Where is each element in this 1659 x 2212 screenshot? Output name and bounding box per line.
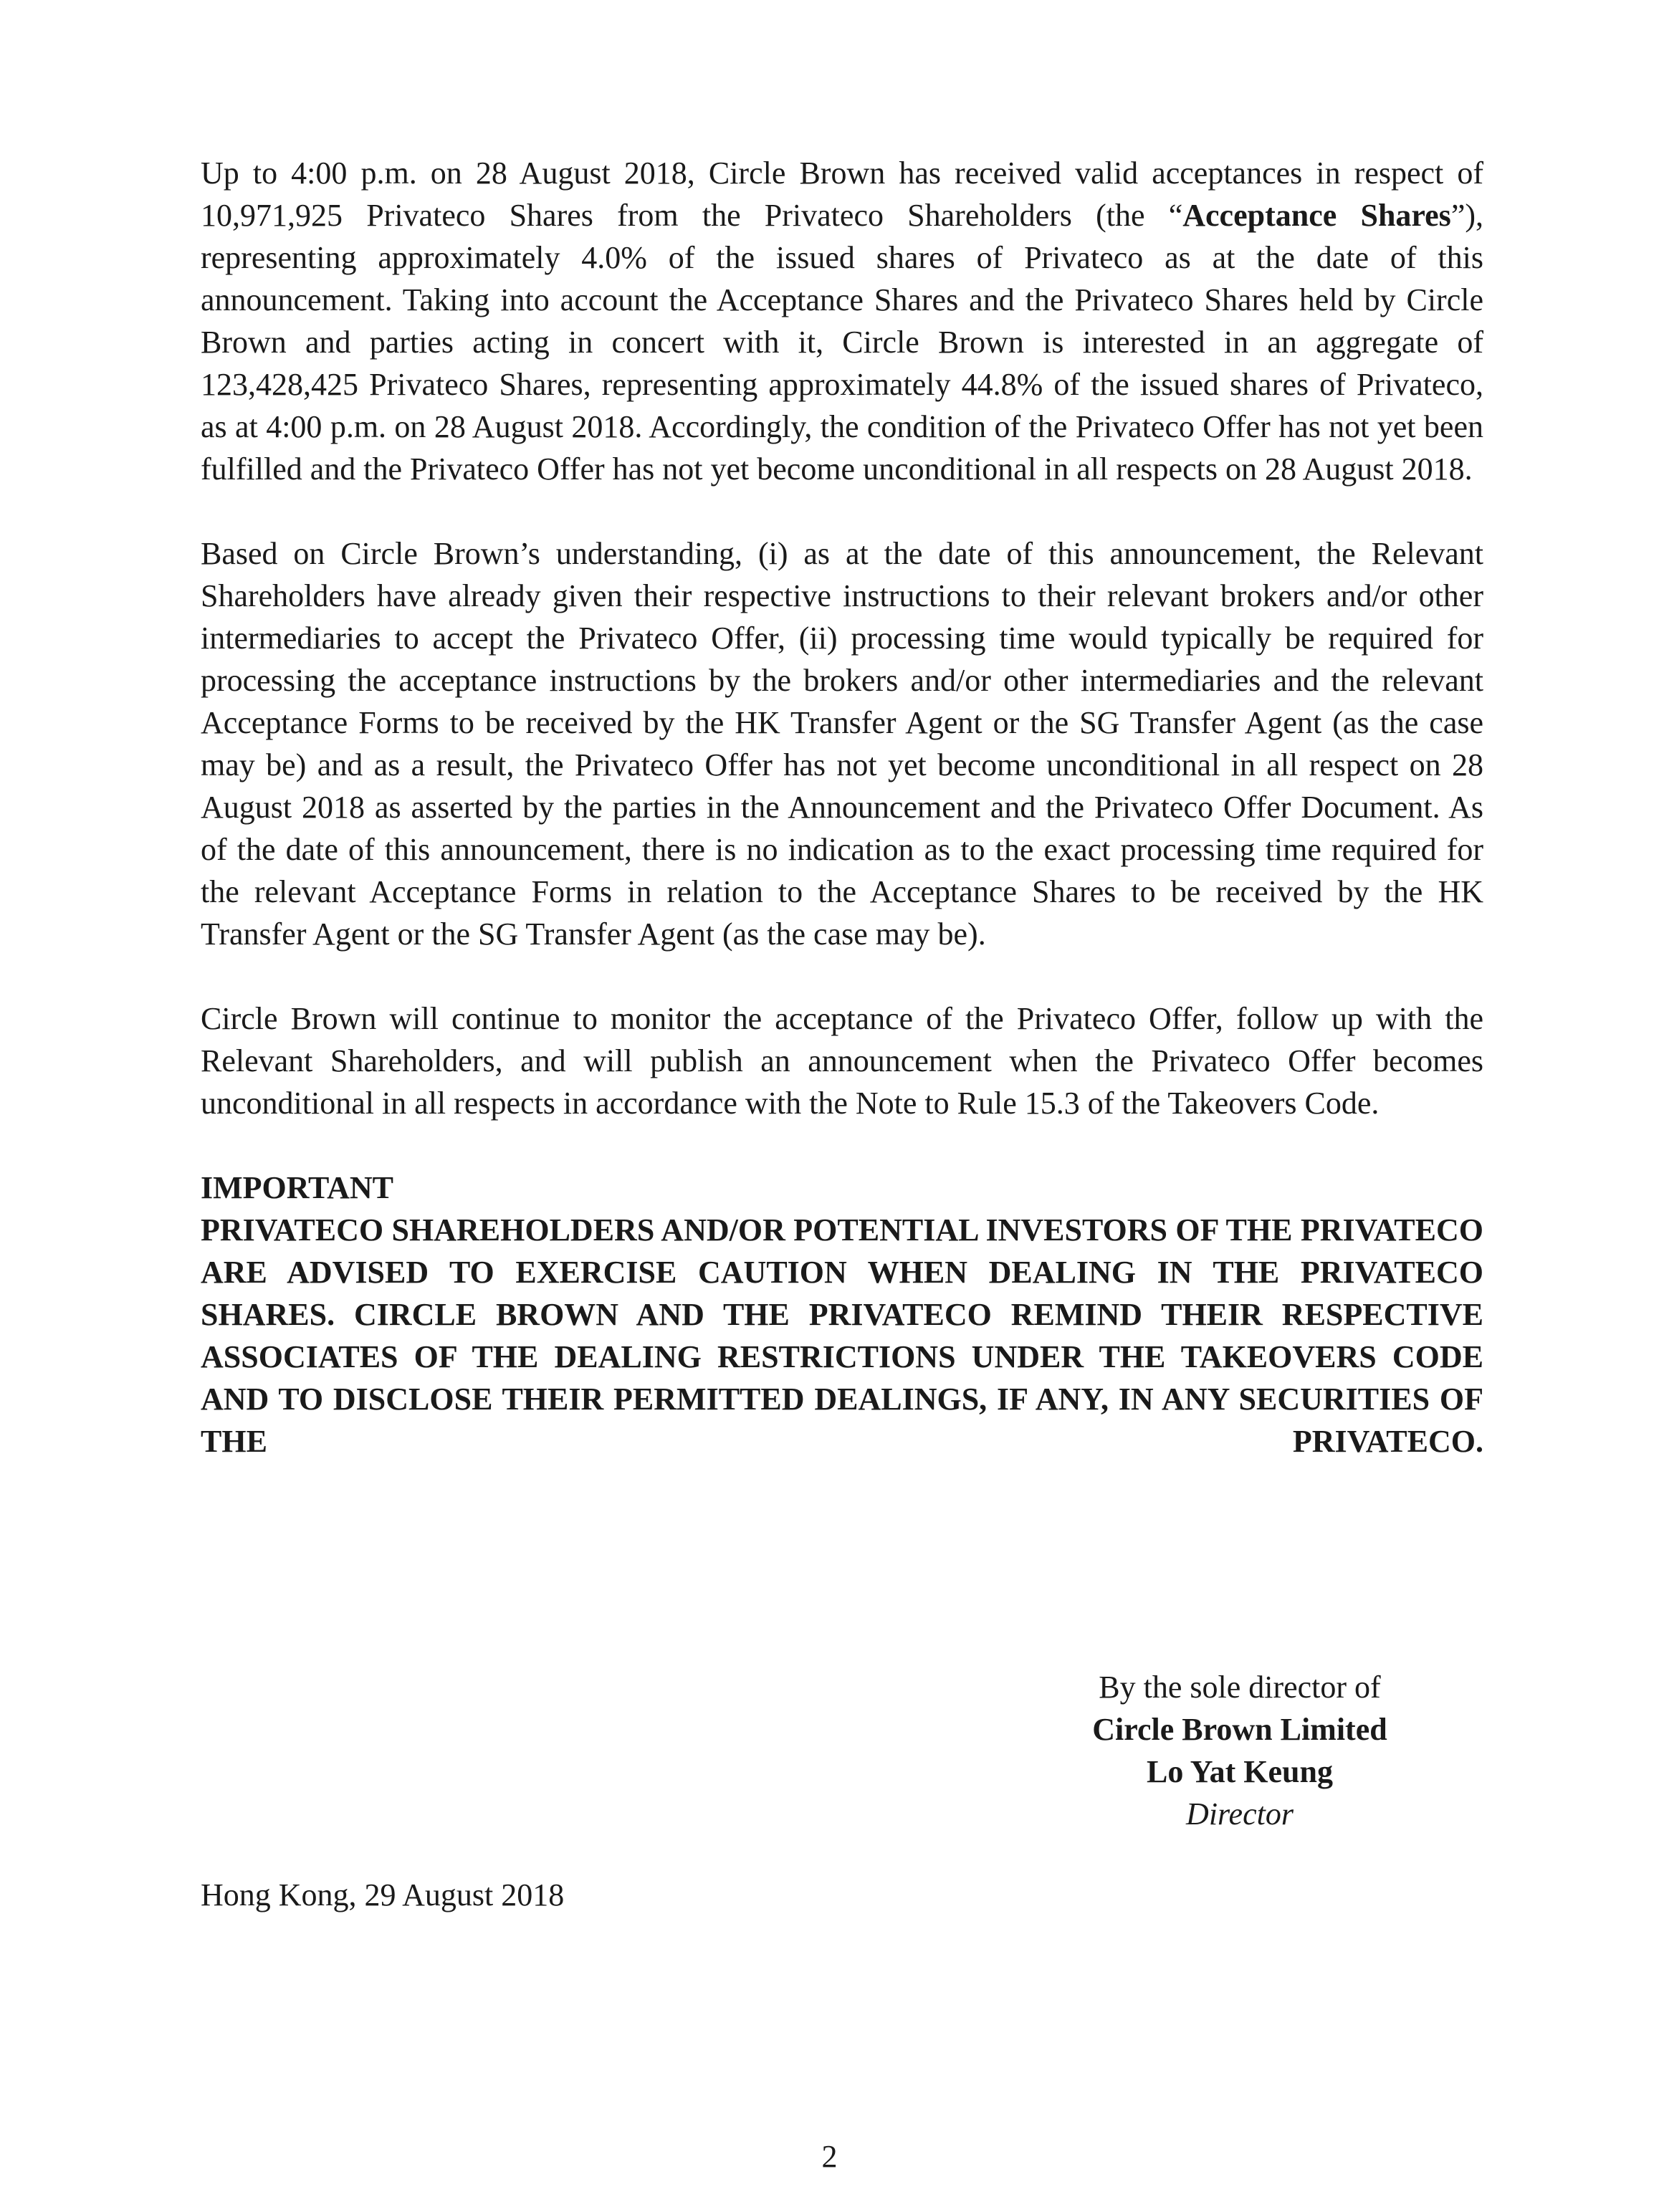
- paragraph-understanding: Based on Circle Brown’s understanding, (i) as at the date of this announcement, the Relevant Shareholders have already given their respective instructions to their relevant brokers and/or other intermediaries to accept the Privateco Offer, (ii) processing time would typically be required for processing the acceptance instructions by the brokers and/or other intermediaries and the relevant Acceptance Forms to be received by the HK Transfer Agent or the SG Transfer Agent (as the case may be) and as a result, the Privateco Offer has not yet become unconditional in all respect on 28 August 2018 as asserted by the parties in the Announcement and the Privateco Offer Document. As of the date of this announcement, there is no indication as to the exact processing time required for the relevant Acceptance Forms in relation to the Acceptance Shares to be received by the HK Transfer Agent or the SG Transfer Agent (as the case may be).: [201, 536, 1483, 952]
- signature-name: Lo Yat Keung: [1147, 1754, 1333, 1789]
- page-number: 2: [821, 2139, 838, 2174]
- important-heading: IMPORTANT: [201, 1170, 393, 1205]
- signature-line: By the sole director of: [1099, 1670, 1381, 1705]
- signature-title: Director: [1186, 1796, 1294, 1832]
- defined-term-acceptance-shares: Acceptance Shares: [1182, 198, 1451, 233]
- place-date: Hong Kong, 29 August 2018: [201, 1877, 565, 1912]
- signature-block: [989, 1666, 1491, 1835]
- signature-company: Circle Brown Limited: [1092, 1712, 1387, 1747]
- paragraph-monitoring: Circle Brown will continue to monitor the acceptance of the Privateco Offer, follow up with the Relevant Shareholders, and will publish an announcement when the Privateco Offer becomes unconditional in all respects in accordance with the Note to Rule 15.3 of the Takeovers Code.: [201, 1001, 1483, 1121]
- paragraph-acceptances: [201, 152, 1483, 490]
- document-body: [201, 152, 1483, 1462]
- paragraph-acceptances-post: ”), representing approximately 4.0% of the issued shares of Privateco as at the date of this announcement. Taking into account the Acceptance Shares and the Privateco Shares held by Circle Brown and parties acting in concert with it, Circle Brown is interested in an aggregate of 123,428,425 Privateco Shares, representing approximately 44.8% of the issued shares of Privateco, as at 4:00 p.m. on 28 August 2018. Accordingly, the condition of the Privateco Offer has not yet been fulfilled and the Privateco Offer has not yet become unconditional in all respects on 28 August 2018.: [201, 198, 1483, 487]
- important-warning: PRIVATECO SHAREHOLDERS AND/OR POTENTIAL INVESTORS OF THE PRIVATECO ARE ADVISED TO EXERCISE CAUTION WHEN DEALING IN THE PRIVATECO SHARES. CIRCLE BROWN AND THE PRIVATECO REMIND THEIR RESPECTIVE ASSOCIATES OF THE DEALING RESTRICTIONS UNDER THE TAKEOVERS CODE AND TO DISCLOSE THEIR PERMITTED DEALINGS, IF ANY, IN ANY SECURITIES OF THE PRIVATECO.: [201, 1212, 1483, 1459]
- paragraph-acceptances-pre: Up to 4:00 p.m. on 28 August 2018, Circle Brown has received valid acceptances in respect of 10,971,925 Privateco Shares from the Privateco Shareholders (the “: [201, 155, 1483, 233]
